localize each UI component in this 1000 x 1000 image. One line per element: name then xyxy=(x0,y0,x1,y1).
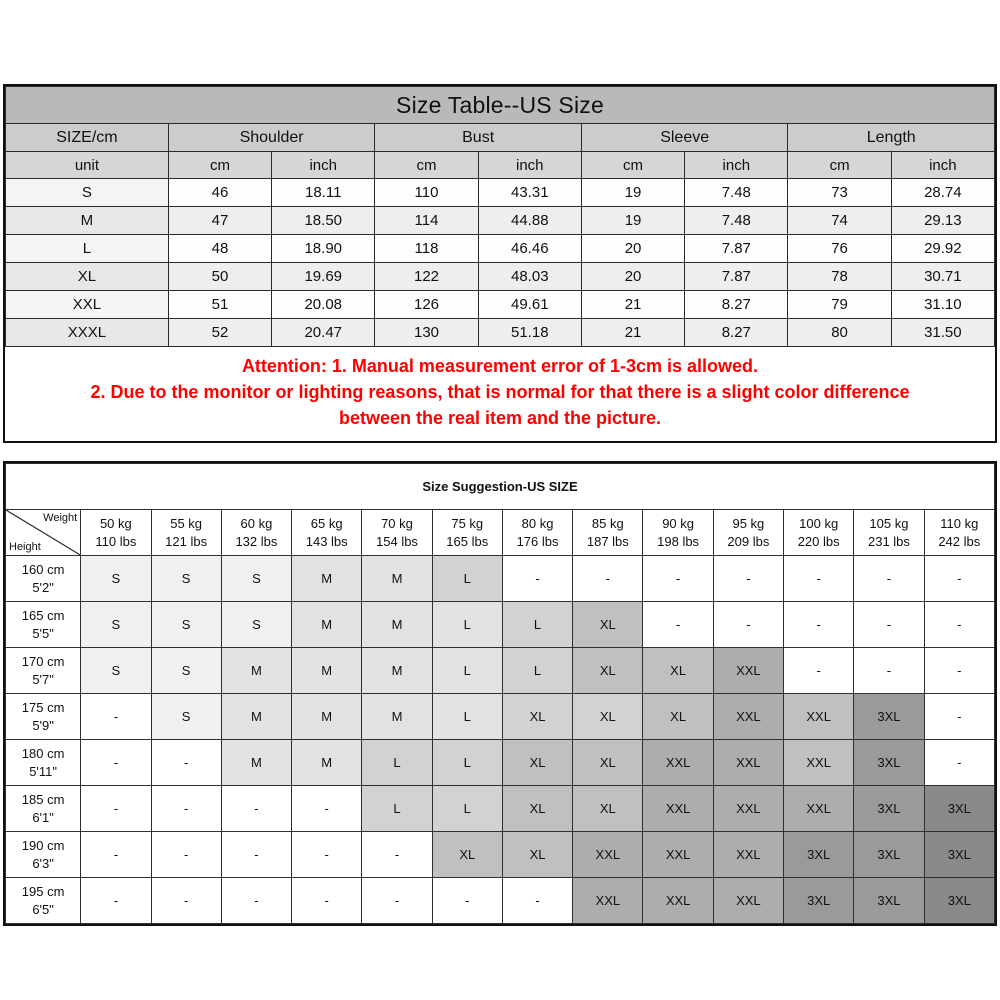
unit-sleeve-cm: cm xyxy=(581,152,684,179)
suggestion-body xyxy=(6,556,995,924)
column-header-kg: 100 kg xyxy=(799,515,839,531)
suggestion-cell: M xyxy=(292,556,362,602)
table-row xyxy=(6,319,995,347)
cell-sleeve-cm: 19 xyxy=(581,179,684,207)
row-header xyxy=(6,740,81,786)
column-header-kg: 90 kg xyxy=(662,515,695,531)
column-header xyxy=(573,510,643,556)
row-header-ft: 5'7" xyxy=(32,671,54,687)
cell-sleeve-cm: 20 xyxy=(581,263,684,291)
unit-length-inch: inch xyxy=(891,152,994,179)
cell-shoulder-inch: 18.11 xyxy=(272,179,375,207)
suggestion-cell: XXL xyxy=(713,740,783,786)
column-header-kg: 75 kg xyxy=(451,515,484,531)
column-header xyxy=(362,510,432,556)
cell-sleeve-inch: 8.27 xyxy=(685,319,788,347)
row-header xyxy=(6,556,81,602)
table-row xyxy=(6,179,995,207)
column-header-kg: 60 kg xyxy=(240,515,273,531)
row-header-cm: 195 cm xyxy=(21,883,65,899)
suggestion-cell: S xyxy=(151,602,221,648)
column-header-lbs: 132 lbs xyxy=(235,533,278,549)
cell-bust-inch: 49.61 xyxy=(478,291,581,319)
suggestion-cell: - xyxy=(292,832,362,878)
row-header-ft: 5'2" xyxy=(32,579,54,595)
cell-bust-inch: 44.88 xyxy=(478,207,581,235)
suggestion-cell: - xyxy=(221,832,291,878)
suggestion-title-row xyxy=(6,464,995,510)
table-row xyxy=(6,263,995,291)
cell-shoulder-inch: 18.90 xyxy=(272,235,375,263)
column-header-kg: 80 kg xyxy=(521,515,554,531)
table-row xyxy=(6,602,995,648)
suggestion-cell: 3XL xyxy=(784,878,854,924)
column-header xyxy=(643,510,713,556)
suggestion-cell: - xyxy=(784,648,854,694)
table-row xyxy=(6,556,995,602)
row-header-ft: 6'1" xyxy=(32,809,54,825)
row-header-cm: 170 cm xyxy=(21,653,65,669)
column-header-kg: 70 kg xyxy=(381,515,413,531)
table-row xyxy=(6,832,995,878)
suggestion-cell: XL xyxy=(502,786,572,832)
cell-bust-cm: 126 xyxy=(375,291,478,319)
suggestion-cell: - xyxy=(924,556,994,602)
suggestion-cell: XXL xyxy=(784,786,854,832)
suggestion-cell: XL xyxy=(432,832,502,878)
cell-shoulder-inch: 20.47 xyxy=(272,319,375,347)
row-header xyxy=(6,694,81,740)
row-header-cm: 160 cm xyxy=(21,561,65,577)
column-header-lbs: 165 lbs xyxy=(446,533,489,549)
table-row xyxy=(6,207,995,235)
suggestion-cell: - xyxy=(924,740,994,786)
cell-length-inch: 31.10 xyxy=(891,291,994,319)
cell-bust-cm: 118 xyxy=(375,235,478,263)
cell-shoulder-inch: 19.69 xyxy=(272,263,375,291)
row-header-cm: 190 cm xyxy=(21,837,65,853)
suggestion-cell: XL xyxy=(643,694,713,740)
suggestion-cell: S xyxy=(81,648,151,694)
cell-length-cm: 78 xyxy=(788,263,891,291)
suggestion-title: Size Suggestion-US SIZE xyxy=(6,464,995,510)
column-header-lbs: 154 lbs xyxy=(376,533,418,549)
suggestion-cell: M xyxy=(221,694,291,740)
cell-bust-cm: 110 xyxy=(375,179,478,207)
suggestion-cell: - xyxy=(221,878,291,924)
suggestion-cell: S xyxy=(221,556,291,602)
unit-shoulder-inch: inch xyxy=(272,152,375,179)
table-row xyxy=(6,694,995,740)
row-header-cm: 165 cm xyxy=(21,607,65,623)
suggestion-cell: XXL xyxy=(713,786,783,832)
cell-size: XXL xyxy=(6,291,169,319)
unit-bust-cm: cm xyxy=(375,152,478,179)
suggestion-cell: - xyxy=(81,878,151,924)
column-header xyxy=(713,510,783,556)
suggestion-cell: 3XL xyxy=(924,832,994,878)
suggestion-cell: XXL xyxy=(643,832,713,878)
column-header-kg: 55 kg xyxy=(170,515,203,531)
size-table-title-row xyxy=(6,87,995,124)
header-size-cm: SIZE/cm xyxy=(6,124,169,152)
suggestion-cell: S xyxy=(81,556,151,602)
attention-line-2: 2. Due to the monitor or lighting reasons, that is normal for that there is a slight color difference xyxy=(90,382,910,403)
cell-shoulder-inch: 20.08 xyxy=(272,291,375,319)
unit-shoulder-cm: cm xyxy=(168,152,271,179)
suggestion-cell: - xyxy=(502,878,572,924)
suggestion-cell: - xyxy=(643,556,713,602)
suggestion-cell: XXL xyxy=(643,878,713,924)
suggestion-cell: S xyxy=(151,694,221,740)
table-row xyxy=(6,648,995,694)
suggestion-cell: M xyxy=(292,602,362,648)
size-suggestion-table xyxy=(5,463,995,924)
weight-axis-label: Weight xyxy=(43,512,78,524)
cell-sleeve-inch: 7.48 xyxy=(685,179,788,207)
suggestion-cell: M xyxy=(362,602,432,648)
suggestion-cell: XL xyxy=(502,694,572,740)
suggestion-cell: 3XL xyxy=(924,878,994,924)
cell-length-inch: 28.74 xyxy=(891,179,994,207)
column-header xyxy=(432,510,502,556)
column-header-kg: 110 kg xyxy=(940,515,979,531)
suggestion-cell: XXL xyxy=(713,832,783,878)
suggestion-cell: L xyxy=(502,648,572,694)
suggestion-cell: 3XL xyxy=(854,786,924,832)
column-header xyxy=(924,510,994,556)
row-header-ft: 5'9" xyxy=(32,717,54,733)
cell-size: S xyxy=(6,179,169,207)
attention-line-1: Attention: 1. Manual measurement error of 1-3cm is allowed. xyxy=(241,356,759,376)
cell-bust-cm: 114 xyxy=(375,207,478,235)
cell-shoulder-cm: 46 xyxy=(168,179,271,207)
suggestion-cell: M xyxy=(362,694,432,740)
suggestion-cell: S xyxy=(151,648,221,694)
suggestion-cell: L xyxy=(432,694,502,740)
column-header-lbs: 242 lbs xyxy=(938,533,981,549)
suggestion-cell: XXL xyxy=(713,694,783,740)
suggestion-cell: M xyxy=(292,648,362,694)
suggestion-cell: L xyxy=(432,648,502,694)
suggestion-cell: - xyxy=(151,878,221,924)
suggestion-cell: - xyxy=(784,556,854,602)
suggestion-cell: 3XL xyxy=(854,832,924,878)
suggestion-cell: - xyxy=(292,878,362,924)
suggestion-cell: XL xyxy=(573,786,643,832)
suggestion-cell: L xyxy=(362,740,432,786)
suggestion-cell: L xyxy=(502,602,572,648)
column-header-lbs: 231 lbs xyxy=(867,533,910,549)
suggestion-cell: XL xyxy=(573,648,643,694)
suggestion-cell: XXL xyxy=(784,694,854,740)
row-header xyxy=(6,786,81,832)
cell-size: XXXL xyxy=(6,319,169,347)
column-header xyxy=(502,510,572,556)
axis-corner-cell xyxy=(6,510,81,556)
cell-sleeve-cm: 21 xyxy=(581,319,684,347)
row-header-cm: 175 cm xyxy=(21,699,65,715)
unit-length-cm: cm xyxy=(788,152,891,179)
suggestion-cell: S xyxy=(151,556,221,602)
row-header xyxy=(6,648,81,694)
row-header-cm: 180 cm xyxy=(21,745,65,761)
suggestion-cell: - xyxy=(713,602,783,648)
table-row xyxy=(6,235,995,263)
row-header-ft: 5'5" xyxy=(32,625,54,641)
suggestion-cell: - xyxy=(784,602,854,648)
suggestion-cell: - xyxy=(151,740,221,786)
suggestion-cell: XL xyxy=(643,648,713,694)
suggestion-cell: XXL xyxy=(573,832,643,878)
suggestion-cell: - xyxy=(362,878,432,924)
suggestion-header-row xyxy=(6,510,995,556)
suggestion-cell: - xyxy=(81,694,151,740)
suggestion-cell: 3XL xyxy=(854,878,924,924)
cell-bust-inch: 46.46 xyxy=(478,235,581,263)
size-table xyxy=(5,86,995,347)
header-sleeve: Sleeve xyxy=(581,124,788,152)
cell-shoulder-cm: 52 xyxy=(168,319,271,347)
column-header-kg: 105 kg xyxy=(869,515,909,531)
cell-length-cm: 73 xyxy=(788,179,891,207)
cell-length-inch: 31.50 xyxy=(891,319,994,347)
suggestion-cell: - xyxy=(924,648,994,694)
table-row xyxy=(6,291,995,319)
suggestion-cell: XXL xyxy=(713,648,783,694)
cell-length-cm: 74 xyxy=(788,207,891,235)
row-header xyxy=(6,602,81,648)
column-header xyxy=(784,510,854,556)
column-header-lbs: 220 lbs xyxy=(797,533,840,549)
cell-sleeve-cm: 20 xyxy=(581,235,684,263)
size-table-unit-row xyxy=(6,152,995,179)
suggestion-cell: S xyxy=(81,602,151,648)
suggestion-cell: XL xyxy=(573,740,643,786)
table-row xyxy=(6,786,995,832)
suggestion-cell: - xyxy=(362,832,432,878)
suggestion-cell: XXL xyxy=(643,786,713,832)
header-length: Length xyxy=(788,124,995,152)
suggestion-cell: XXL xyxy=(784,740,854,786)
suggestion-cell: 3XL xyxy=(854,694,924,740)
header-shoulder: Shoulder xyxy=(168,124,375,152)
cell-size: M xyxy=(6,207,169,235)
column-header xyxy=(292,510,362,556)
attention-note xyxy=(5,347,995,441)
cell-size: XL xyxy=(6,263,169,291)
suggestion-cell: - xyxy=(81,740,151,786)
unit-label: unit xyxy=(6,152,169,179)
column-header-kg: 50 kg xyxy=(99,515,132,531)
row-header xyxy=(6,832,81,878)
column-header-lbs: 209 lbs xyxy=(727,533,770,549)
suggestion-cell: - xyxy=(573,556,643,602)
row-header-ft: 5'11" xyxy=(29,763,58,779)
suggestion-cell: 3XL xyxy=(924,786,994,832)
cell-length-cm: 80 xyxy=(788,319,891,347)
suggestion-cell: M xyxy=(292,740,362,786)
suggestion-cell: M xyxy=(221,648,291,694)
suggestion-cell: L xyxy=(432,740,502,786)
cell-shoulder-cm: 48 xyxy=(168,235,271,263)
suggestion-cell: M xyxy=(221,740,291,786)
column-header-lbs: 176 lbs xyxy=(516,533,559,549)
suggestion-cell: XL xyxy=(573,602,643,648)
suggestion-cell: - xyxy=(924,694,994,740)
suggestion-cell: XXL xyxy=(713,878,783,924)
suggestion-cell: M xyxy=(292,694,362,740)
cell-length-inch: 29.13 xyxy=(891,207,994,235)
column-header xyxy=(854,510,924,556)
size-table-title: Size Table--US Size xyxy=(6,87,995,124)
suggestion-cell: L xyxy=(432,602,502,648)
cell-sleeve-inch: 7.87 xyxy=(685,235,788,263)
row-header-ft: 6'5" xyxy=(32,901,54,917)
suggestion-cell: L xyxy=(362,786,432,832)
column-header-lbs: 187 lbs xyxy=(586,533,629,549)
suggestion-cell: - xyxy=(81,786,151,832)
suggestion-cell: L xyxy=(432,556,502,602)
cell-sleeve-inch: 7.48 xyxy=(685,207,788,235)
column-header-lbs: 121 lbs xyxy=(165,533,208,549)
suggestion-cell: XXL xyxy=(643,740,713,786)
cell-length-inch: 29.92 xyxy=(891,235,994,263)
cell-shoulder-cm: 50 xyxy=(168,263,271,291)
cell-bust-inch: 51.18 xyxy=(478,319,581,347)
attention-line-3: between the real item and the picture. xyxy=(338,408,662,429)
column-header-lbs: 198 lbs xyxy=(657,533,700,549)
suggestion-cell: - xyxy=(292,786,362,832)
cell-bust-cm: 122 xyxy=(375,263,478,291)
cell-length-cm: 79 xyxy=(788,291,891,319)
suggestion-cell: XL xyxy=(502,832,572,878)
cell-sleeve-inch: 8.27 xyxy=(685,291,788,319)
row-header-ft: 6'3" xyxy=(32,855,54,871)
unit-bust-inch: inch xyxy=(478,152,581,179)
cell-sleeve-cm: 21 xyxy=(581,291,684,319)
table-row xyxy=(6,878,995,924)
column-header-kg: 95 kg xyxy=(732,515,765,531)
suggestion-cell: 3XL xyxy=(784,832,854,878)
column-header-kg: 85 kg xyxy=(591,515,624,531)
suggestion-cell: - xyxy=(854,602,924,648)
suggestion-cell: M xyxy=(362,556,432,602)
cell-bust-inch: 43.31 xyxy=(478,179,581,207)
suggestion-cell: - xyxy=(221,786,291,832)
suggestion-cell: M xyxy=(362,648,432,694)
cell-bust-cm: 130 xyxy=(375,319,478,347)
size-table-group-header-row xyxy=(6,124,995,152)
column-header xyxy=(151,510,221,556)
suggestion-cell: - xyxy=(151,786,221,832)
suggestion-cell: - xyxy=(81,832,151,878)
header-bust: Bust xyxy=(375,124,582,152)
suggestion-cell: - xyxy=(854,648,924,694)
cell-sleeve-cm: 19 xyxy=(581,207,684,235)
row-header-cm: 185 cm xyxy=(21,791,65,807)
suggestion-cell: - xyxy=(713,556,783,602)
suggestion-cell: XL xyxy=(502,740,572,786)
size-suggestion-block xyxy=(3,461,997,926)
row-header xyxy=(6,878,81,924)
size-table-block xyxy=(3,84,997,443)
column-header xyxy=(81,510,151,556)
height-axis-label: Height xyxy=(9,541,41,553)
suggestion-cell: - xyxy=(643,602,713,648)
column-header-lbs: 143 lbs xyxy=(305,533,348,549)
cell-bust-inch: 48.03 xyxy=(478,263,581,291)
suggestion-cell: - xyxy=(502,556,572,602)
cell-length-inch: 30.71 xyxy=(891,263,994,291)
suggestion-cell: XXL xyxy=(573,878,643,924)
cell-sleeve-inch: 7.87 xyxy=(685,263,788,291)
column-header xyxy=(221,510,291,556)
suggestion-cell: - xyxy=(151,832,221,878)
cell-shoulder-cm: 47 xyxy=(168,207,271,235)
suggestion-cell: - xyxy=(432,878,502,924)
suggestion-cell: - xyxy=(854,556,924,602)
suggestion-cell: - xyxy=(924,602,994,648)
cell-size: L xyxy=(6,235,169,263)
suggestion-cell: 3XL xyxy=(854,740,924,786)
suggestion-cell: S xyxy=(221,602,291,648)
unit-sleeve-inch: inch xyxy=(685,152,788,179)
column-header-kg: 65 kg xyxy=(310,515,343,531)
cell-shoulder-inch: 18.50 xyxy=(272,207,375,235)
suggestion-cell: XL xyxy=(573,694,643,740)
cell-length-cm: 76 xyxy=(788,235,891,263)
cell-shoulder-cm: 51 xyxy=(168,291,271,319)
table-row xyxy=(6,740,995,786)
column-header-lbs: 110 lbs xyxy=(95,533,137,549)
suggestion-cell: L xyxy=(432,786,502,832)
